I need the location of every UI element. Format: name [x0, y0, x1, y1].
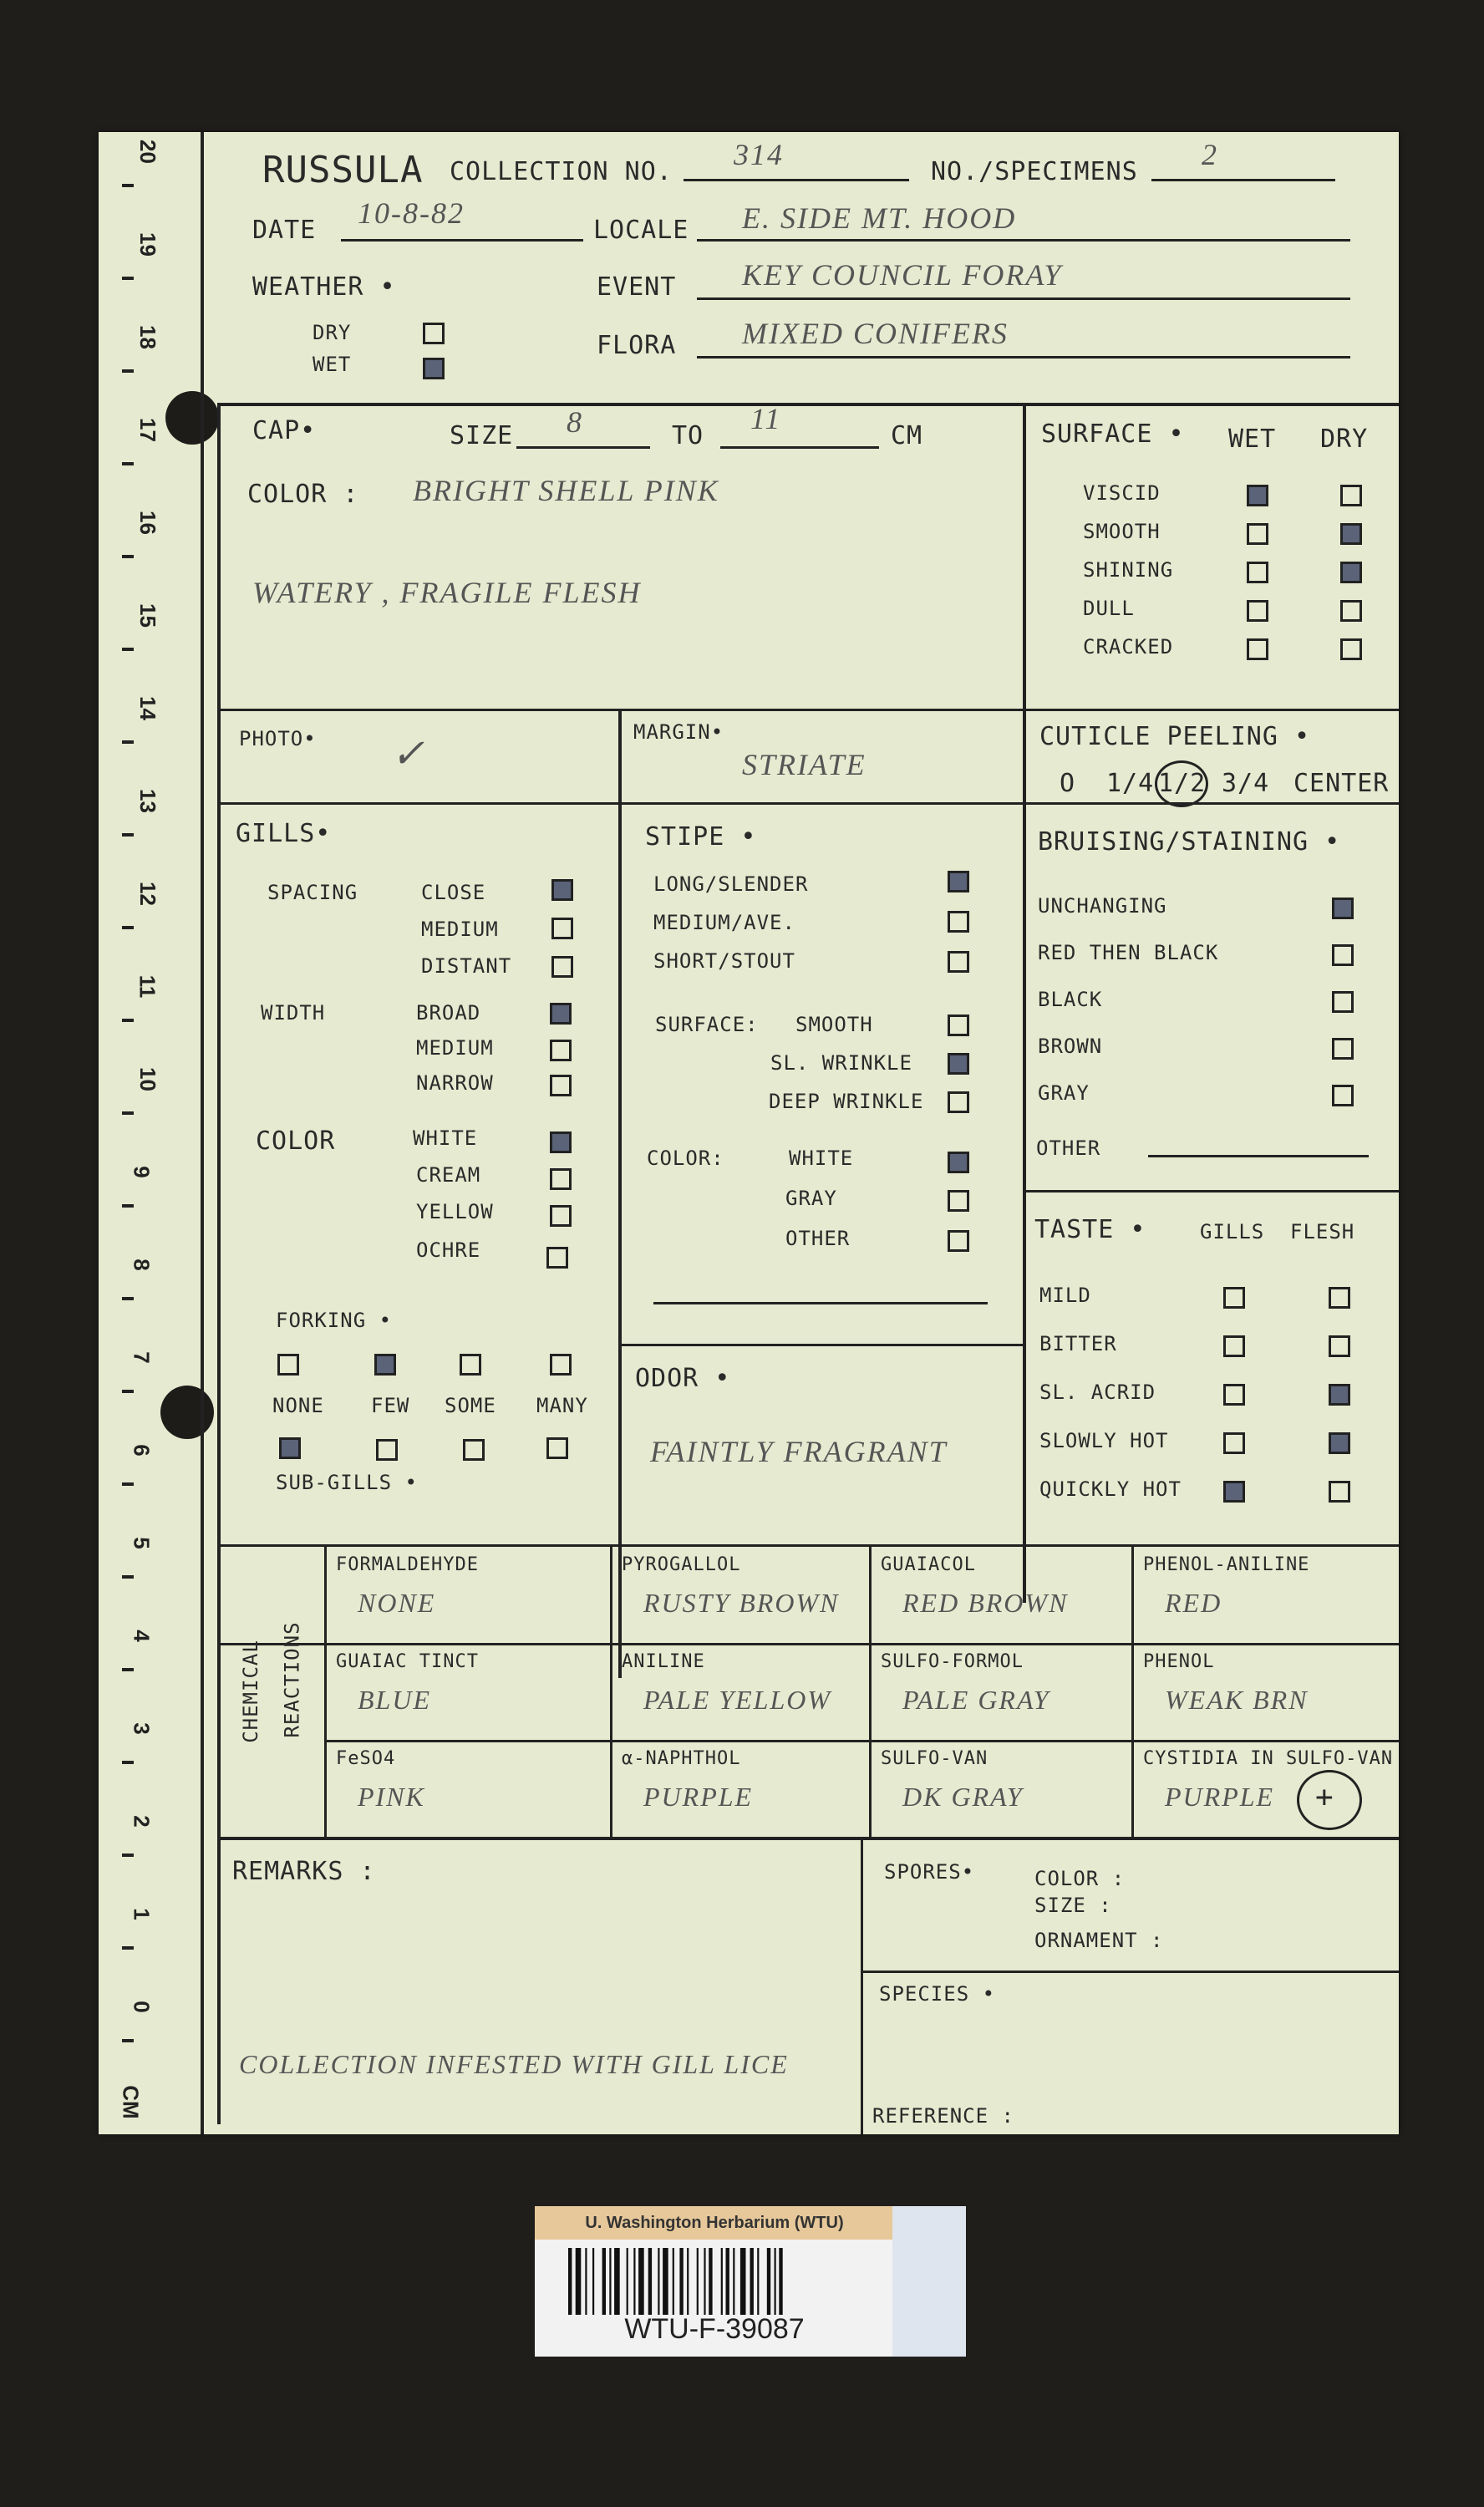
surface-dry-checkbox: [1340, 638, 1362, 660]
chemical-reactions-label-2: REACTIONS: [280, 1621, 304, 1738]
chemical-reagent-name: α-NAPHTHOL: [622, 1748, 741, 1769]
barcode-bar: [750, 2248, 754, 2315]
gills-width-medium-checkbox: [550, 1040, 572, 1061]
chemical-reaction-value: BLUE: [358, 1685, 431, 1715]
bruising-row-label: GRAY: [1038, 1081, 1090, 1105]
gills-width-medium-label: MEDIUM: [416, 1036, 494, 1060]
ruler-tick: [122, 926, 134, 929]
bruising-checkbox: [1332, 1085, 1354, 1106]
ruler-tick: [122, 648, 134, 651]
stipe-medium-checkbox: [948, 911, 969, 933]
locale-value: E. SIDE MT. HOOD: [742, 201, 1017, 235]
barcode-bar: [687, 2248, 689, 2315]
cap-size-label: SIZE: [450, 421, 514, 450]
forking-some-label: SOME: [445, 1394, 496, 1417]
spores-color-label: COLOR :: [1034, 1867, 1126, 1890]
gills-spacing-label: SPACING: [267, 881, 358, 904]
collection-no-value: 314: [734, 138, 784, 171]
chem-row2: [324, 1740, 1399, 1742]
bruising-other-label: OTHER: [1036, 1137, 1101, 1160]
barcode-bar: [697, 2248, 699, 2315]
photo-check-mark: ✓: [391, 732, 427, 776]
cap-divider: [217, 709, 1399, 711]
barcode-bar: [709, 2248, 712, 2315]
barcode-bar: [767, 2248, 770, 2315]
gills-broad-label: BROAD: [416, 1001, 481, 1025]
odor-divider: [622, 1344, 1024, 1346]
chemical-reagent-name: PYROGALLOL: [622, 1554, 741, 1575]
binder-hole-bottom: [160, 1386, 214, 1439]
forking-few-checkbox: [374, 1354, 396, 1376]
stipe-white-label: WHITE: [789, 1147, 854, 1170]
stipe-other-checkbox: [948, 1230, 969, 1252]
subgills-many-checkbox: [546, 1437, 568, 1459]
collection-no-line: [684, 179, 909, 181]
chemical-reaction-value: RUSTY BROWN: [643, 1588, 840, 1618]
gills-cream-checkbox: [550, 1168, 572, 1190]
stipe-other-line: [653, 1302, 988, 1304]
ruler-number: 12: [135, 882, 160, 906]
flora-label: FLORA: [597, 331, 677, 360]
ruler-number: 14: [135, 696, 160, 720]
ruler-tick: [122, 1204, 134, 1208]
ruler-number: 13: [135, 789, 160, 813]
forking-some-checkbox: [460, 1354, 481, 1376]
gills-medium-label: MEDIUM: [421, 918, 499, 941]
margin-label: MARGIN•: [633, 720, 724, 744]
gills-yellow-checkbox: [550, 1205, 572, 1227]
barcode-bar: [721, 2248, 723, 2315]
gills-yellow-label: YELLOW: [416, 1200, 494, 1223]
ruler-unit: CM: [118, 2085, 144, 2119]
barcode-bar: [704, 2248, 705, 2315]
cap-label: CAP•: [252, 416, 317, 445]
taste-row-label: QUICKLY HOT: [1039, 1477, 1182, 1501]
date-label: DATE: [252, 216, 317, 245]
surface-dry-checkbox: [1340, 485, 1362, 506]
barcode-bar: [673, 2248, 674, 2315]
form-title: RUSSULA: [262, 149, 424, 191]
surface-row-label: VISCID: [1083, 481, 1161, 505]
ruler-number: 10: [135, 1067, 160, 1091]
stipe-smooth-checkbox: [948, 1014, 969, 1036]
ruler-tick: [122, 1297, 134, 1300]
binder-hole-top: [165, 391, 219, 445]
cap-color-label: COLOR :: [247, 480, 359, 509]
cap-unit: CM: [891, 421, 923, 450]
ruler-tick: [122, 1019, 134, 1022]
weather-wet-checkbox: [423, 358, 445, 379]
ruler-number: 1: [129, 1908, 155, 1920]
gills-color-label: COLOR: [256, 1126, 336, 1156]
spores-label: SPORES•: [884, 1860, 975, 1884]
ruler-tick: [122, 1761, 134, 1764]
barcode-bar: [648, 2248, 652, 2315]
taste-row-label: MILD: [1039, 1284, 1091, 1307]
cuticle-three-quarter: 3/4: [1222, 769, 1270, 798]
chem-col2: [869, 1544, 872, 1838]
bruising-row-label: UNCHANGING: [1038, 894, 1167, 918]
cuticle-half: 1/2: [1158, 769, 1207, 798]
taste-label: TASTE •: [1034, 1215, 1146, 1244]
cuticle-o: O: [1060, 769, 1076, 798]
gills-medium-checkbox: [551, 918, 573, 939]
ruler-number: 7: [129, 1351, 155, 1364]
bruising-checkbox: [1332, 944, 1354, 966]
chemical-reaction-value: NONE: [358, 1588, 436, 1618]
subgills-none-checkbox: [279, 1437, 301, 1459]
chemical-reagent-name: GUAIAC TINCT: [336, 1651, 479, 1672]
gills-narrow-checkbox: [550, 1075, 572, 1096]
surface-dry-checkbox: [1340, 600, 1362, 622]
chemical-reagent-name: SULFO-FORMOL: [881, 1651, 1024, 1672]
forking-many-label: MANY: [536, 1394, 588, 1417]
barcode-bar: [679, 2248, 683, 2315]
chemical-reaction-value: RED: [1165, 1588, 1222, 1618]
chem-top: [217, 1544, 1399, 1547]
ruler-tick: [122, 1482, 134, 1486]
ruler-tick: [122, 1668, 134, 1671]
taste-flesh-checkbox: [1329, 1384, 1350, 1406]
surface-dry-header: DRY: [1320, 425, 1369, 454]
ruler-number: 6: [129, 1444, 155, 1457]
chemical-reagent-name: FORMALDEHYDE: [336, 1554, 479, 1575]
chem-col3: [1131, 1544, 1134, 1838]
stipe-deep-wrinkle-label: DEEP WRINKLE: [769, 1090, 924, 1113]
surface-wet-checkbox: [1247, 562, 1268, 583]
bruising-checkbox: [1332, 1038, 1354, 1060]
gills-forking-label: FORKING •: [276, 1309, 393, 1332]
taste-gills-checkbox: [1223, 1432, 1245, 1454]
flora-line: [697, 356, 1350, 359]
stipe-long-label: LONG/SLENDER: [653, 872, 809, 896]
ruler-tick: [122, 1390, 134, 1393]
locale-line: [697, 239, 1350, 242]
bruising-row-label: BROWN: [1038, 1035, 1103, 1058]
stipe-white-checkbox: [948, 1152, 969, 1173]
date-line: [341, 239, 583, 242]
stipe-color-label: COLOR:: [647, 1147, 724, 1170]
gills-width-label: WIDTH: [261, 1001, 326, 1025]
cap-size-to-line: [720, 446, 879, 449]
barcode-bar: [592, 2248, 594, 2315]
odor-label: ODOR •: [635, 1364, 731, 1393]
margin-value: STRIATE: [742, 748, 867, 781]
flora-value: MIXED CONIFERS: [742, 317, 1009, 350]
barcode-bar: [627, 2248, 628, 2315]
barcode-bar: [658, 2248, 659, 2315]
stipe-long-checkbox: [948, 871, 969, 892]
subgills-few-checkbox: [376, 1439, 398, 1461]
taste-flesh-checkbox: [1329, 1432, 1350, 1454]
specimens-value: 2: [1202, 138, 1218, 171]
ruler-number: 17: [135, 418, 160, 442]
ruler-tick: [122, 1111, 134, 1115]
weather-label: WEATHER •: [252, 272, 396, 302]
barcode-bar: [633, 2248, 635, 2315]
gills-distant-label: DISTANT: [421, 954, 512, 978]
ruler-tick: [122, 740, 134, 744]
taste-row-label: SLOWLY HOT: [1039, 1429, 1169, 1452]
surface-wet-checkbox: [1247, 600, 1268, 622]
remarks-label: REMARKS :: [232, 1857, 376, 1886]
cap-size-from: 8: [567, 405, 583, 439]
forking-few-label: FEW: [371, 1394, 410, 1417]
species-divider: [861, 1971, 1399, 1973]
wet-label: WET: [313, 353, 352, 376]
bruising-label: BRUISING/STAINING •: [1038, 827, 1341, 857]
chem-col1: [610, 1544, 612, 1838]
chemical-reagent-name: CYSTIDIA IN SULFO-VAN: [1143, 1748, 1394, 1769]
barcode-bar: [733, 2248, 734, 2315]
ruler-number: 15: [135, 603, 160, 628]
gills-close-checkbox: [551, 879, 573, 901]
gills-ochre-label: OCHRE: [416, 1238, 481, 1262]
chemical-reaction-value: PINK: [358, 1782, 425, 1812]
chemical-reagent-name: PHENOL-ANILINE: [1143, 1554, 1310, 1575]
cuticle-center: CENTER: [1293, 769, 1390, 798]
bruising-checkbox: [1332, 991, 1354, 1013]
taste-gills-checkbox: [1223, 1384, 1245, 1406]
gills-narrow-label: NARROW: [416, 1071, 494, 1095]
ruler-number: 5: [129, 1537, 155, 1549]
taste-row-label: SL. ACRID: [1039, 1381, 1156, 1404]
ruler-tick: [122, 462, 134, 465]
chemical-reagent-name: FeSO4: [336, 1748, 396, 1769]
barcode-icon: [568, 2248, 861, 2315]
taste-flesh-checkbox: [1329, 1335, 1350, 1357]
event-value: KEY COUNCIL FORAY: [742, 258, 1063, 292]
header-divider: [217, 403, 1399, 406]
barcode-bar: [609, 2248, 611, 2315]
bruising-row-label: BLACK: [1038, 988, 1103, 1011]
surface-row-label: SMOOTH: [1083, 520, 1161, 543]
cap-size-to: 11: [750, 402, 782, 435]
ruler-number: 0: [129, 2001, 155, 2013]
right-column-border: [1023, 406, 1026, 1603]
gills-ochre-checkbox: [546, 1247, 568, 1269]
event-label: EVENT: [597, 272, 677, 302]
stipe-medium-label: MEDIUM/AVE.: [653, 911, 795, 934]
cap-note: WATERY , FRAGILE FLESH: [252, 576, 642, 609]
barcode-number: WTU-F-39087: [624, 2313, 805, 2345]
barcode-bar: [585, 2248, 587, 2315]
chemical-reaction-value: PURPLE: [643, 1782, 754, 1812]
collection-no-label: COLLECTION NO.: [450, 157, 673, 186]
ruler-number: 9: [129, 1166, 155, 1178]
taste-row-label: BITTER: [1039, 1332, 1117, 1355]
specimen-card: [99, 132, 1399, 2134]
cuticle-quarter: 1/4: [1106, 769, 1155, 798]
surface-wet-checkbox: [1247, 485, 1268, 506]
subgills-some-checkbox: [463, 1439, 485, 1461]
taste-gills-checkbox: [1223, 1481, 1245, 1503]
barcode-bar: [779, 2248, 782, 2315]
species-label: SPECIES •: [879, 1982, 996, 2006]
barcode-bar: [602, 2248, 606, 2315]
stipe-smooth-label: SMOOTH: [795, 1013, 873, 1036]
stipe-sl-wrinkle-checkbox: [948, 1053, 969, 1075]
taste-flesh-checkbox: [1329, 1287, 1350, 1309]
bruising-other-line: [1148, 1155, 1369, 1157]
forking-many-checkbox: [550, 1354, 572, 1376]
stipe-other-label: OTHER: [785, 1227, 851, 1250]
gills-close-label: CLOSE: [421, 881, 486, 904]
chemical-reaction-value: WEAK BRN: [1165, 1685, 1309, 1715]
chemical-reaction-value: DK GRAY: [902, 1782, 1024, 1812]
ruler-tick: [122, 369, 134, 373]
barcode-bar: [663, 2248, 668, 2315]
label-side-strip: [892, 2206, 966, 2357]
chemical-reagent-name: GUAIACOL: [881, 1554, 976, 1575]
gills-cream-label: CREAM: [416, 1163, 481, 1187]
event-line: [697, 297, 1350, 300]
bruising-row-label: RED THEN BLACK: [1038, 941, 1219, 964]
ruler-number: 11: [135, 974, 160, 999]
locale-label: LOCALE: [593, 216, 689, 245]
surface-dry-checkbox: [1340, 562, 1362, 583]
weather-dry-checkbox: [423, 323, 445, 344]
barcode-bar: [576, 2248, 582, 2315]
chemical-reaction-value: PALE GRAY: [902, 1685, 1050, 1715]
surface-label: SURFACE •: [1041, 420, 1185, 449]
specimens-line: [1151, 179, 1335, 181]
ruler-tick: [122, 1946, 134, 1950]
chemical-reaction-value: PALE YELLOW: [643, 1685, 832, 1715]
stipe-deep-wrinkle-checkbox: [948, 1091, 969, 1113]
left-border: [217, 403, 221, 2124]
barcode-bar: [614, 2248, 620, 2315]
ruler-number: 18: [135, 325, 160, 349]
barcode-bar: [757, 2248, 759, 2315]
ruler-tick: [122, 1575, 134, 1579]
barcode-bar: [726, 2248, 729, 2315]
ruler-tick: [122, 833, 134, 837]
cystidia-plus-mark: +: [1315, 1780, 1334, 1814]
remarks-value: COLLECTION INFESTED WITH GILL LICE: [239, 2049, 789, 2079]
specimens-label: NO./SPECIMENS: [931, 157, 1138, 186]
stipe-surface-label: SURFACE:: [655, 1013, 759, 1036]
gills-label: GILLS•: [236, 819, 332, 848]
stipe-gray-checkbox: [948, 1190, 969, 1212]
stipe-gray-label: GRAY: [785, 1187, 837, 1210]
chem-row1: [217, 1643, 1399, 1645]
chemical-reagent-name: ANILINE: [622, 1651, 705, 1672]
cuticle-label: CUTICLE PEELING •: [1039, 722, 1311, 751]
chemical-reagent-name: SULFO-VAN: [881, 1748, 988, 1769]
spores-border: [861, 1838, 863, 2134]
surface-row-label: SHINING: [1083, 558, 1174, 582]
reference-label: REFERENCE :: [872, 2104, 1014, 2128]
taste-gills-header: GILLS: [1200, 1220, 1265, 1243]
chemical-reagent-name: PHENOL: [1143, 1651, 1215, 1672]
ruler-divider: [201, 132, 204, 2134]
taste-flesh-header: FLESH: [1290, 1220, 1355, 1243]
herbarium-name: U. Washington Herbarium (WTU): [535, 2206, 894, 2240]
gills-distant-checkbox: [551, 956, 573, 978]
bruising-checkbox: [1332, 898, 1354, 919]
ruler-number: 2: [129, 1815, 155, 1828]
surface-row-label: DULL: [1083, 597, 1135, 620]
surface-dry-checkbox: [1340, 523, 1362, 545]
ruler-number: 3: [129, 1722, 155, 1735]
ruler-tick: [122, 555, 134, 558]
ruler-number: 4: [129, 1630, 155, 1642]
date-value: 10-8-82: [358, 196, 465, 230]
spores-size-label: SIZE :: [1034, 1894, 1112, 1917]
barcode-bar: [740, 2248, 746, 2315]
stipe-short-checkbox: [948, 951, 969, 973]
spores-ornament-label: ORNAMENT :: [1034, 1929, 1164, 1952]
surface-wet-header: WET: [1228, 425, 1277, 454]
photo-divider: [217, 802, 1399, 805]
ruler-tick: [122, 277, 134, 280]
chemical-reactions-label-1: CHEMICAL: [238, 1640, 262, 1743]
cap-size-from-line: [516, 446, 650, 449]
chem-bottom: [217, 1837, 1399, 1840]
surface-wet-checkbox: [1247, 523, 1268, 545]
herbarium-barcode-label: [535, 2206, 966, 2357]
surface-wet-checkbox: [1247, 638, 1268, 660]
taste-divider: [1024, 1190, 1399, 1192]
surface-row-label: CRACKED: [1083, 635, 1174, 659]
dry-label: DRY: [313, 321, 352, 344]
ruler-number: 19: [135, 232, 160, 257]
cap-to-label: TO: [672, 421, 704, 450]
ruler-number: 20: [135, 140, 160, 164]
forking-none-checkbox: [277, 1354, 299, 1376]
stipe-short-label: SHORT/STOUT: [653, 949, 795, 973]
taste-flesh-checkbox: [1329, 1481, 1350, 1503]
cap-color-value: BRIGHT SHELL PINK: [413, 474, 719, 507]
chemical-reaction-value: PURPLE: [1165, 1782, 1275, 1812]
gills-white-checkbox: [550, 1131, 572, 1153]
odor-value: FAINTLY FRAGRANT: [650, 1435, 948, 1468]
mid-column-border: [618, 709, 622, 1678]
chem-col0: [324, 1544, 327, 1838]
barcode-bar: [638, 2248, 644, 2315]
gills-broad-checkbox: [550, 1003, 572, 1025]
stipe-sl-wrinkle-label: SL. WRINKLE: [770, 1051, 912, 1075]
ruler-tick: [122, 184, 134, 187]
gills-white-label: WHITE: [413, 1126, 478, 1150]
taste-gills-checkbox: [1223, 1335, 1245, 1357]
ruler-tick: [122, 2039, 134, 2042]
chemical-reaction-value: RED BROWN: [902, 1588, 1069, 1618]
ruler-number: 16: [135, 511, 160, 535]
ruler-tick: [122, 1854, 134, 1857]
ruler-number: 8: [129, 1259, 155, 1271]
barcode-bar: [568, 2248, 572, 2315]
subgills-label: SUB-GILLS •: [276, 1471, 418, 1494]
taste-gills-checkbox: [1223, 1287, 1245, 1309]
photo-label: PHOTO•: [239, 727, 317, 750]
barcode-bar: [775, 2248, 776, 2315]
forking-none-label: NONE: [272, 1394, 324, 1417]
stipe-label: STIPE •: [645, 822, 757, 852]
